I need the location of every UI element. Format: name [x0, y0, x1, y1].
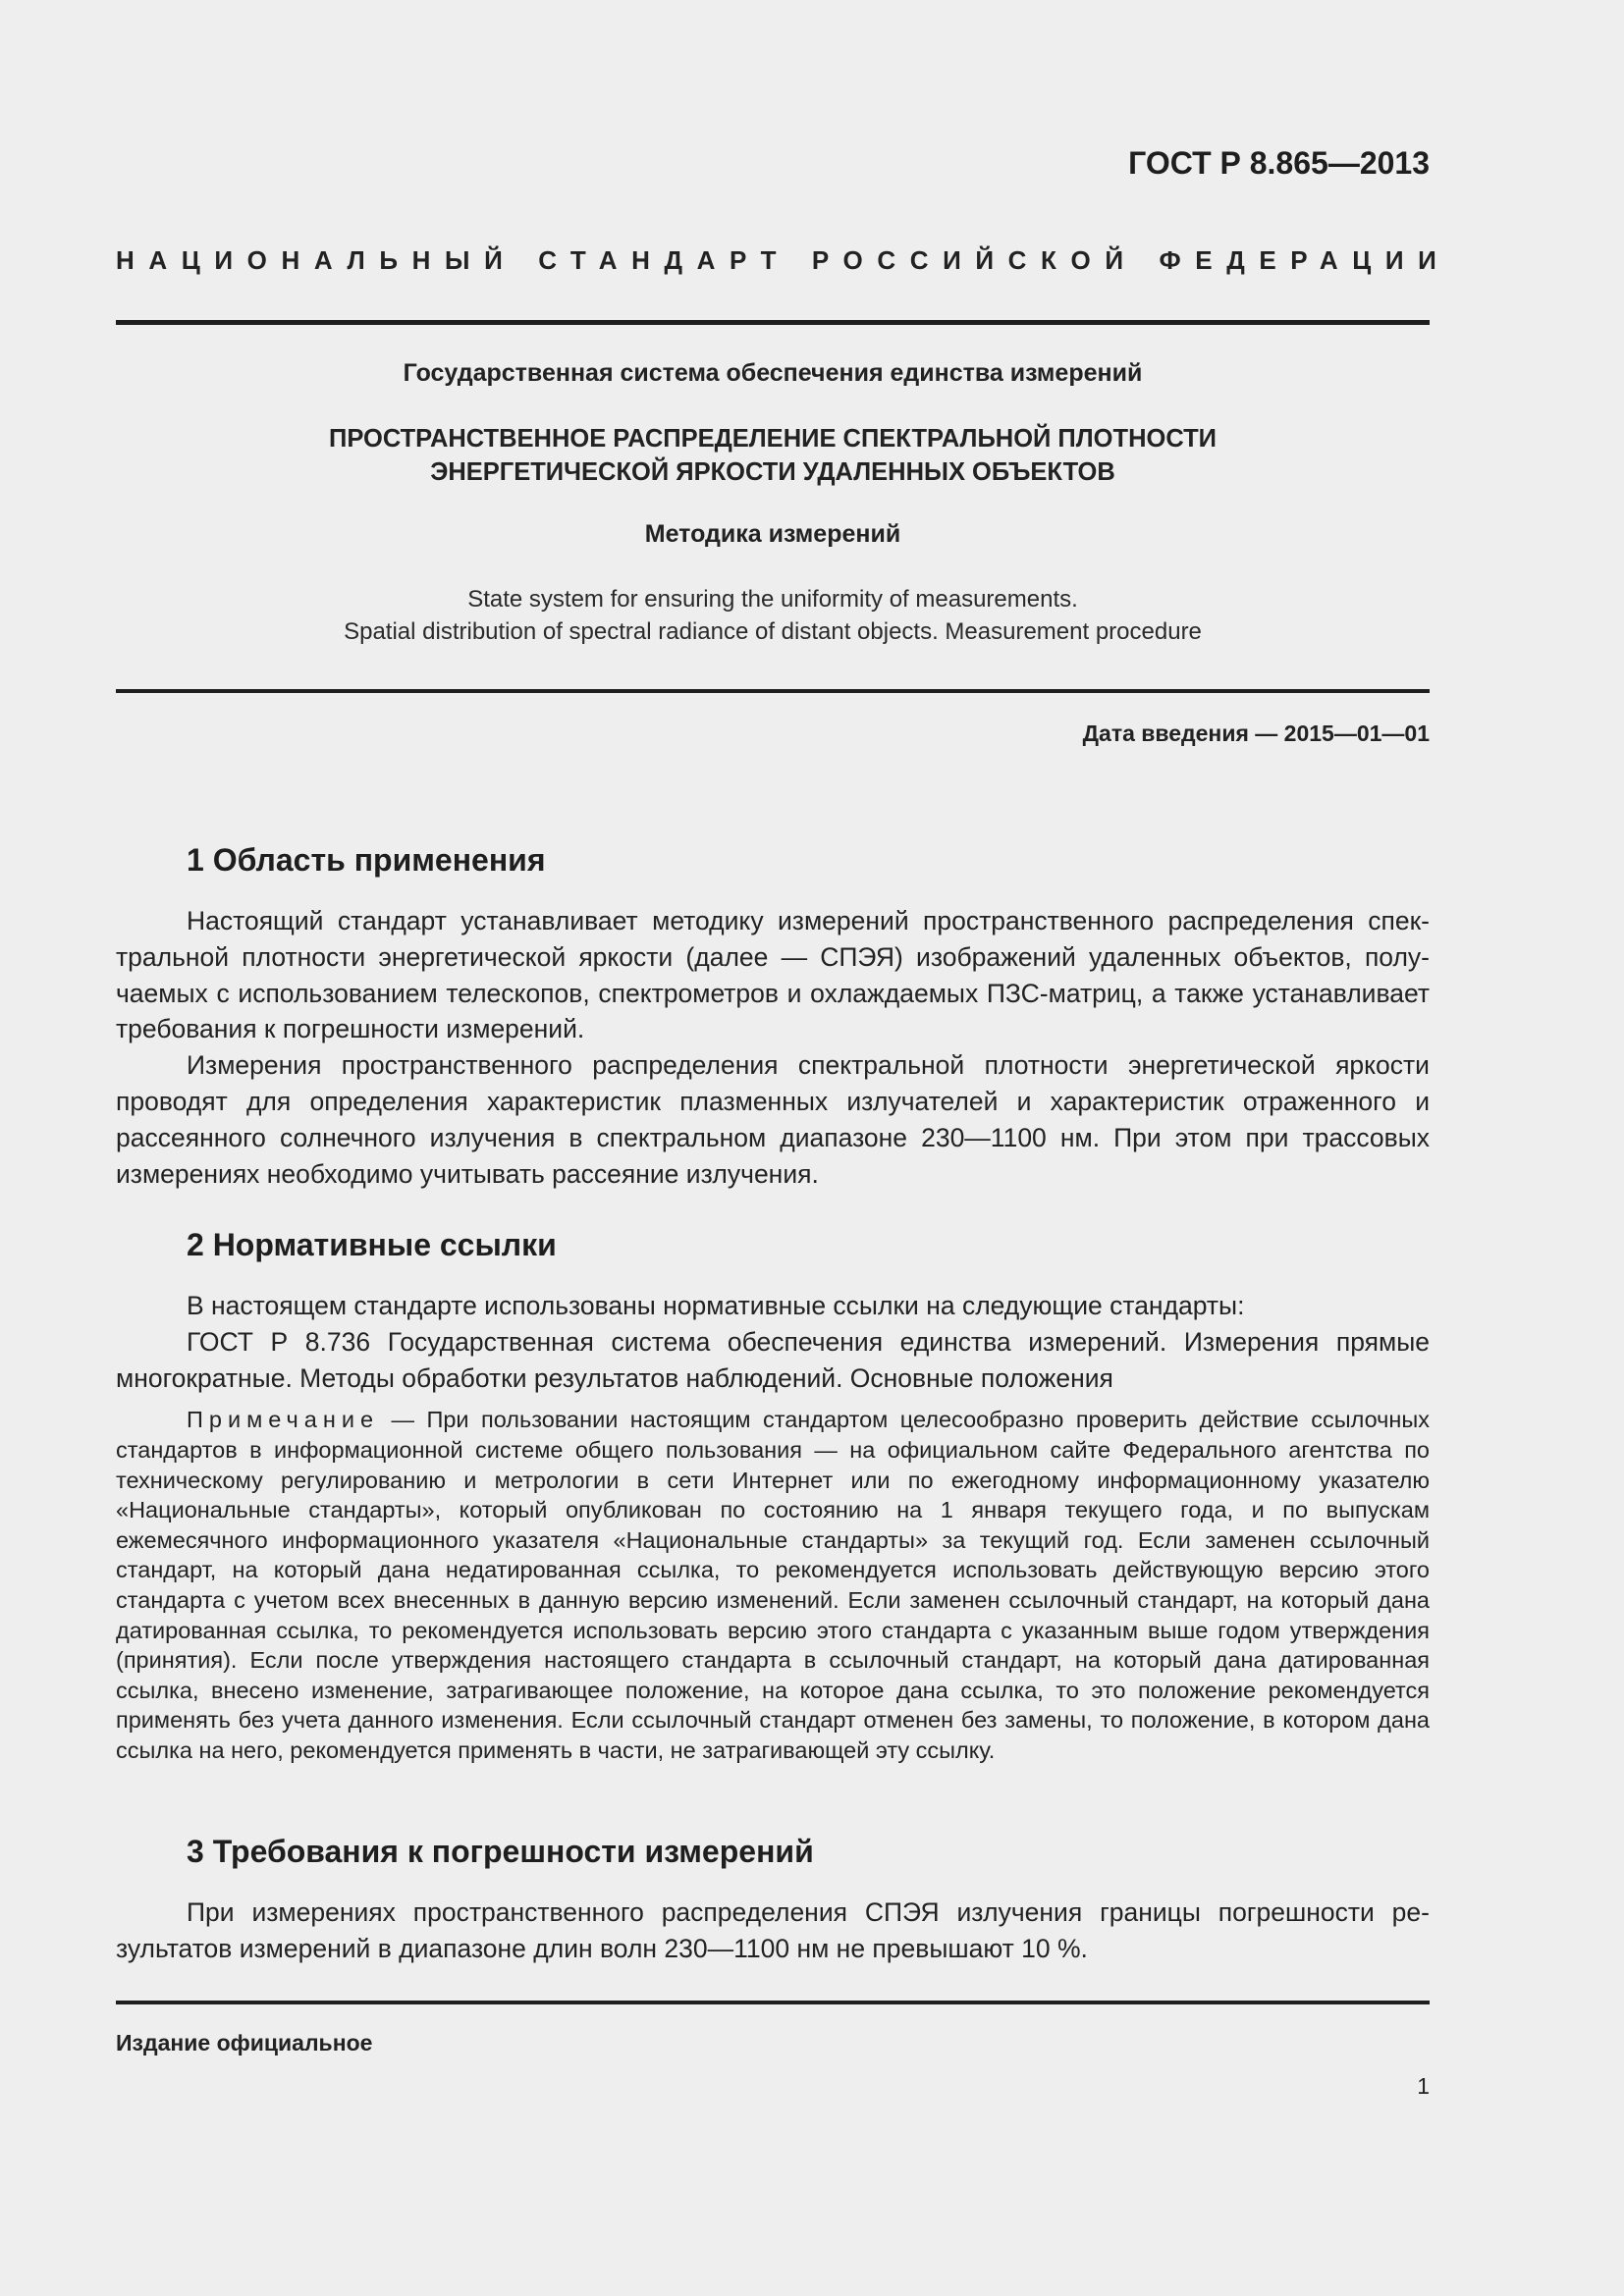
introduction-date: Дата введения — 2015—01—01 — [1082, 721, 1430, 746]
paragraph: В настоящем стандарте использованы нормативные ссылки на следующие стандарты: — [187, 1291, 1245, 1320]
section-normative-references — [116, 1227, 1430, 1766]
document-title — [116, 422, 1430, 489]
document-subtitle: Методика измерений — [644, 520, 901, 548]
section-heading: 1 Область применения — [187, 842, 546, 878]
header-divider — [116, 320, 1430, 325]
paragraph: Измерения пространственного распределения спектральной плотности энергетической яркости проводят для определения характеристик плазменных излучателей и характеристик отраженного и рассеянного солнечного излучения в спектральном диапазоне 230—1100 нм. При этом при трассовых измерениях необходимо учитывать рассеяние излучения. — [116, 1050, 1430, 1189]
section-heading: 2 Нормативные ссылки — [187, 1227, 557, 1262]
paragraph: При измерениях пространственного распределения СПЭЯ излучения границы погрешности результатов измерений в диапазоне длин волн 230—1100 нм не превышают 10 %. — [116, 1897, 1430, 1963]
standard-code: ГОСТ Р 8.865—2013 — [1128, 145, 1430, 181]
note — [116, 1405, 1430, 1765]
title-line-2: ЭНЕРГЕТИЧЕСКОЙ ЯРКОСТИ УДАЛЕННЫХ ОБЪЕКТОВ — [430, 458, 1115, 486]
title-divider — [116, 689, 1430, 693]
standard-series: Государственная система обеспечения единства измерений — [403, 359, 1143, 387]
page-number: 1 — [1417, 2073, 1430, 2099]
paragraph: Настоящий стандарт устанавливает методику измерений пространственного распределения спектральной плотности энергетической яркости (далее — СПЭЯ) изображений удаленных объектов, получаемых с использованием телескопов, спектрометров и охлаждаемых ПЗС-матриц, а также устанавливает требования к погрешности измерений. — [116, 906, 1430, 1044]
national-standard-banner: НАЦИОНАЛЬНЫЙ СТАНДАРТ РОССИЙСКОЙ ФЕДЕРАЦИИ — [116, 245, 1451, 275]
english-title-line-2: Spatial distribution of spectral radiance of distant objects. Measurement procedure — [344, 618, 1202, 645]
english-title-line-1: State system for ensuring the uniformity of measurements. — [467, 586, 1078, 613]
footer-divider — [116, 2001, 1430, 2004]
note-text: — При пользовании настоящим стандартом целесообразно проверить действие ссылочных стандартов в информационной системе общего пользования — на официальном сайте Федерального агентства по техническому регулированию и метрологии в сети Интернет или по ежегодному информационному указателю «Национальные стандарты», который опубликован по состоянию на 1 января текущего года, и по выпускам ежемесячного информационного указателя «Национальные стандарты» за текущий год. Если заменен ссылочный стандарт, на который дана недатированная ссылка, то рекомендуется использовать действующую версию этого стандарта с учетом всех внесенных в данную версию изменений. Если заменен ссылочный стандарт, на который дана датированная ссылка, то рекомендуется использовать версию этого стандарта с указанным выше годом утверждения (принятия). Если после утверждения настоящего стандарта в ссылочный стандарт, на который дана датированная ссылка, внесено изменение, затрагивающее положение, на которое дана ссылка, то это положение рекомендуется применять без учета данного изменения. Если ссылочный стандарт отменен без замены, то положение, в котором дана ссылка на него, рекомендуется применять в части, не затрагивающей эту ссылку. — [116, 1407, 1430, 1763]
english-title — [116, 583, 1430, 648]
section-accuracy-requirements — [116, 1834, 1430, 1967]
official-edition-label: Издание официальное — [116, 2030, 373, 2056]
section-scope — [116, 842, 1430, 1192]
note-label: Примечание — [187, 1407, 380, 1433]
paragraph: ГОСТ Р 8.736 Государственная система обеспечения единства измерений. Измерения прямые многократные. Методы обработки результатов наблюдений. Основные положения — [116, 1326, 1430, 1393]
section-heading: 3 Требования к погрешности измерений — [187, 1834, 814, 1869]
title-line-1: ПРОСТРАНСТВЕННОЕ РАСПРЕДЕЛЕНИЕ СПЕКТРАЛЬНОЙ ПЛОТНОСТИ — [328, 425, 1218, 453]
